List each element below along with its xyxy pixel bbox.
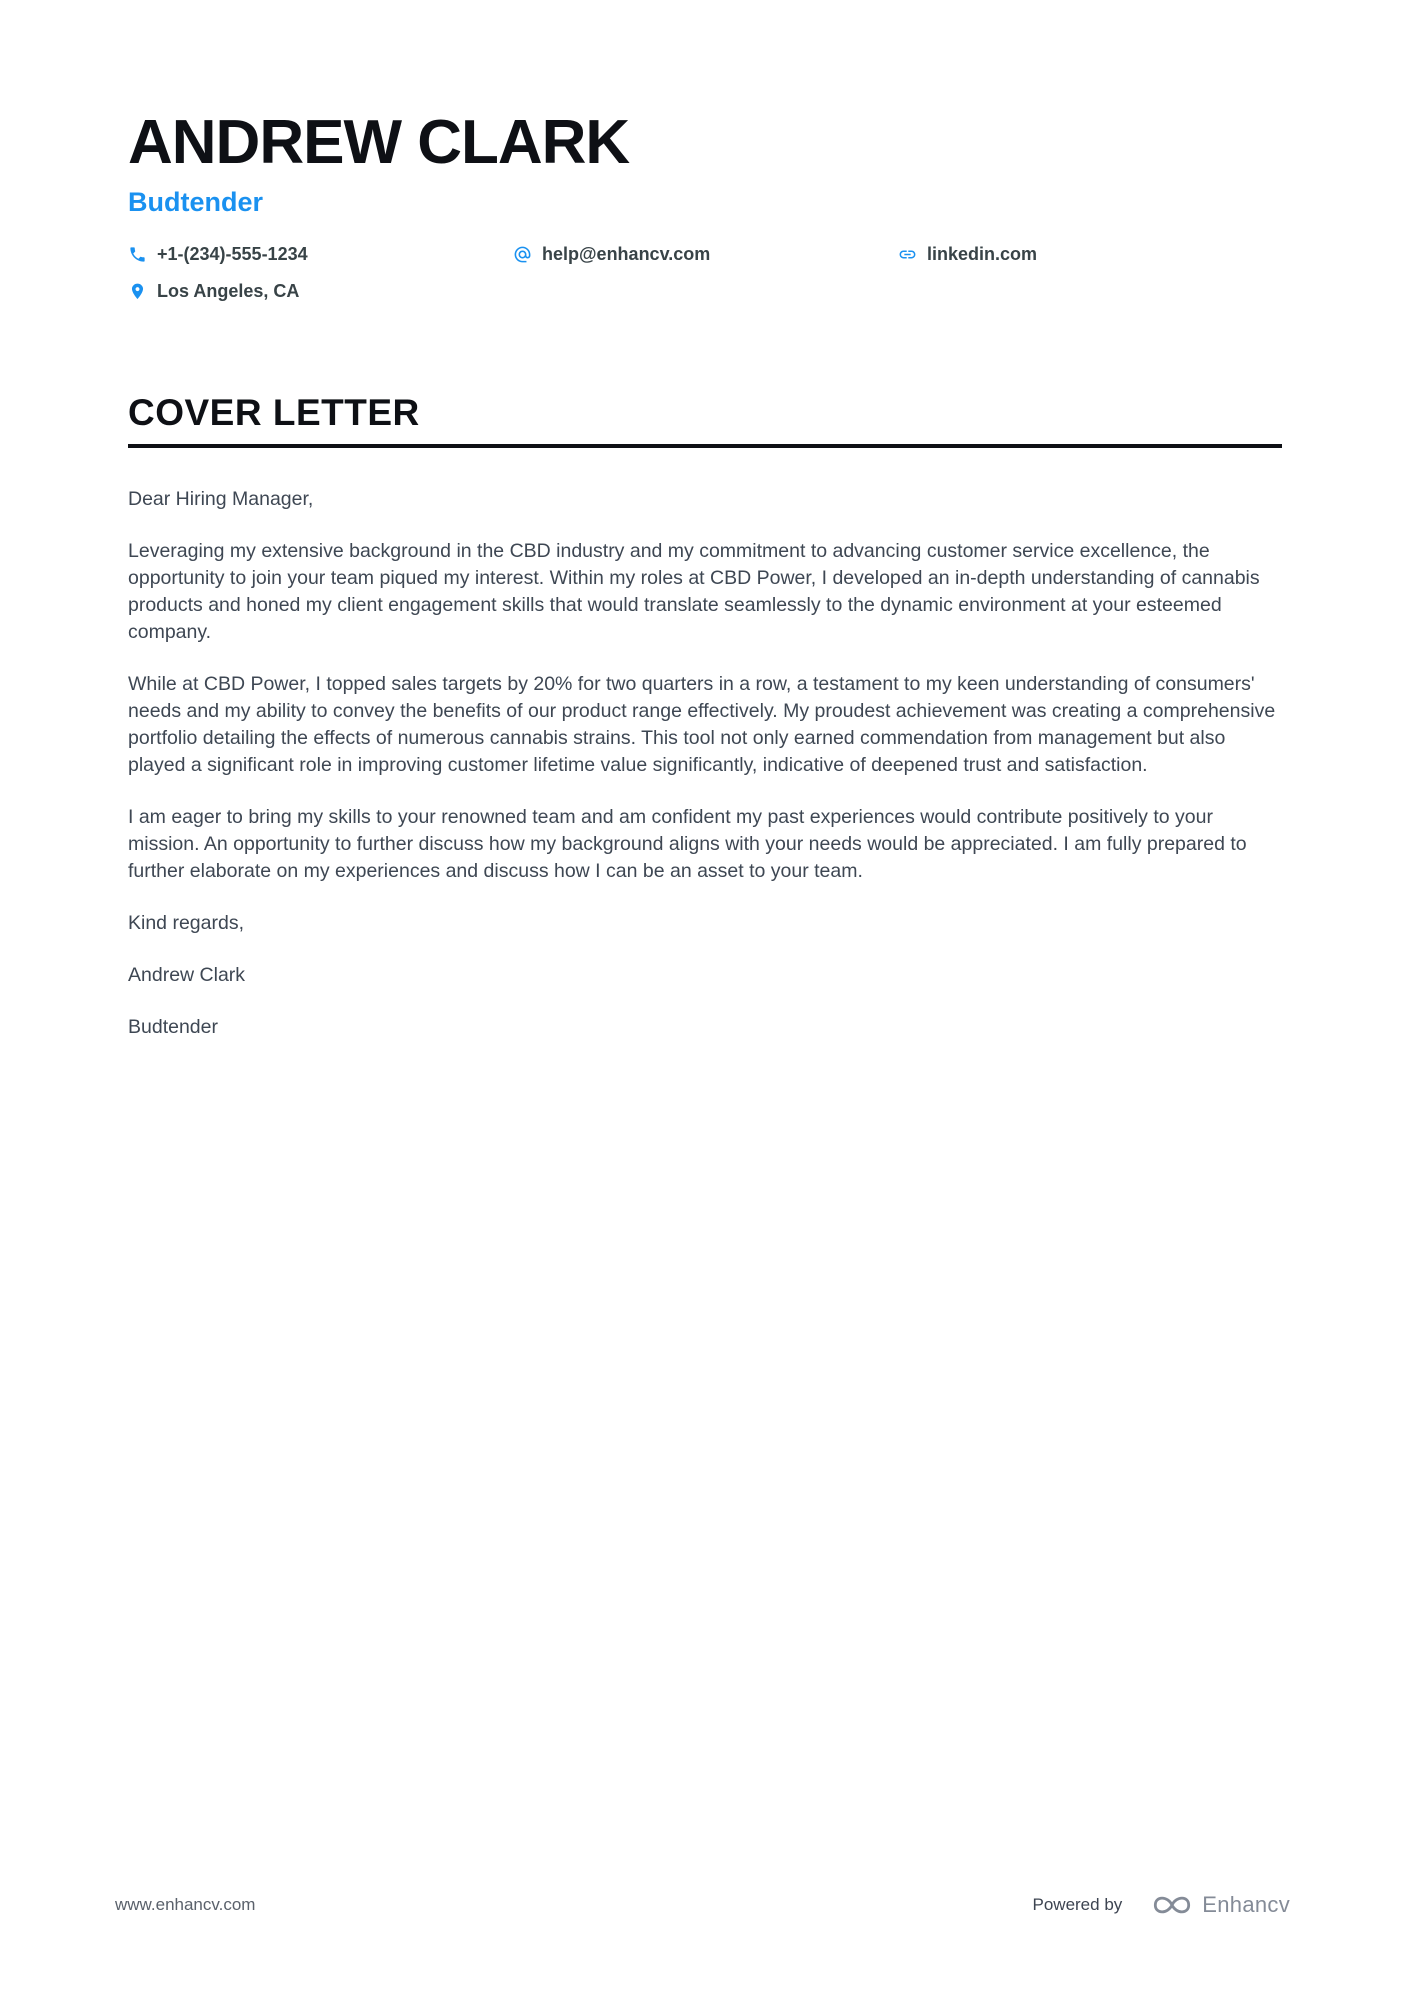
closing: Kind regards, — [128, 912, 244, 935]
contact-email-value: help@enhancv.com — [542, 244, 711, 265]
page-footer — [115, 1891, 1290, 1919]
link-icon — [898, 245, 917, 264]
signature-title: Budtender — [128, 1016, 218, 1039]
contact-phone-value: +1-(234)-555-1234 — [157, 244, 308, 265]
salutation: Dear Hiring Manager, — [128, 488, 314, 511]
powered-by-block — [1033, 1891, 1291, 1919]
section-title: COVER LETTER — [128, 392, 1282, 448]
location-pin-icon — [128, 282, 147, 301]
job-title: Budtender — [128, 187, 263, 218]
contact-location-value: Los Angeles, CA — [157, 281, 300, 302]
contact-email[interactable] — [513, 244, 898, 265]
contact-info — [128, 244, 1282, 302]
enhancv-logo-icon — [1150, 1891, 1194, 1919]
header — [128, 110, 1282, 302]
cover-letter-section — [128, 392, 1282, 1041]
contact-link[interactable] — [898, 244, 1282, 265]
powered-by-label: Powered by — [1032, 1895, 1123, 1914]
phone-icon — [128, 245, 147, 264]
letter-paragraph-2: While at CBD Power, I topped sales targets by 20% for two quarters in a row, a testament to my keen understanding of consumers' needs and my ability to convey the benefits of our product range effectively. My proudest achievement was creating a comprehensive portfolio detailing the effects of numerous cannabis strains. This tool not only earned commendation from management but also played a significant role in improving customer lifetime value significantly, indicative of deepened trust and satisfaction. — [128, 673, 1276, 777]
enhancv-logo-text: Enhancv — [1202, 1892, 1290, 1917]
person-name: ANDREW CLARK — [128, 108, 630, 177]
contact-phone — [128, 244, 513, 265]
contact-link-value: linkedin.com — [927, 244, 1038, 265]
contact-location — [128, 281, 1282, 302]
email-at-icon — [513, 245, 532, 264]
signature-name: Andrew Clark — [128, 964, 246, 987]
letter-body — [128, 486, 1282, 1041]
letter-paragraph-1: Leveraging my extensive background in the CBD industry and my commitment to advancing customer service excellence, the opportunity to join your team piqued my interest. Within my roles at CBD Power, I developed an in-depth understanding of cannabis products and honed my client engagement skills that would translate seamlessly to the dynamic environment at your esteemed company. — [128, 540, 1260, 644]
footer-website-link[interactable]: www.enhancv.com — [115, 1895, 256, 1914]
letter-paragraph-3: I am eager to bring my skills to your renowned team and am confident my past experiences would contribute positively to your mission. An opportunity to further discuss how my background aligns with your needs would be appreciated. I am fully prepared to further elaborate on my experiences and discuss how I can be an asset to your team. — [128, 806, 1247, 883]
enhancv-logo[interactable] — [1150, 1891, 1290, 1919]
